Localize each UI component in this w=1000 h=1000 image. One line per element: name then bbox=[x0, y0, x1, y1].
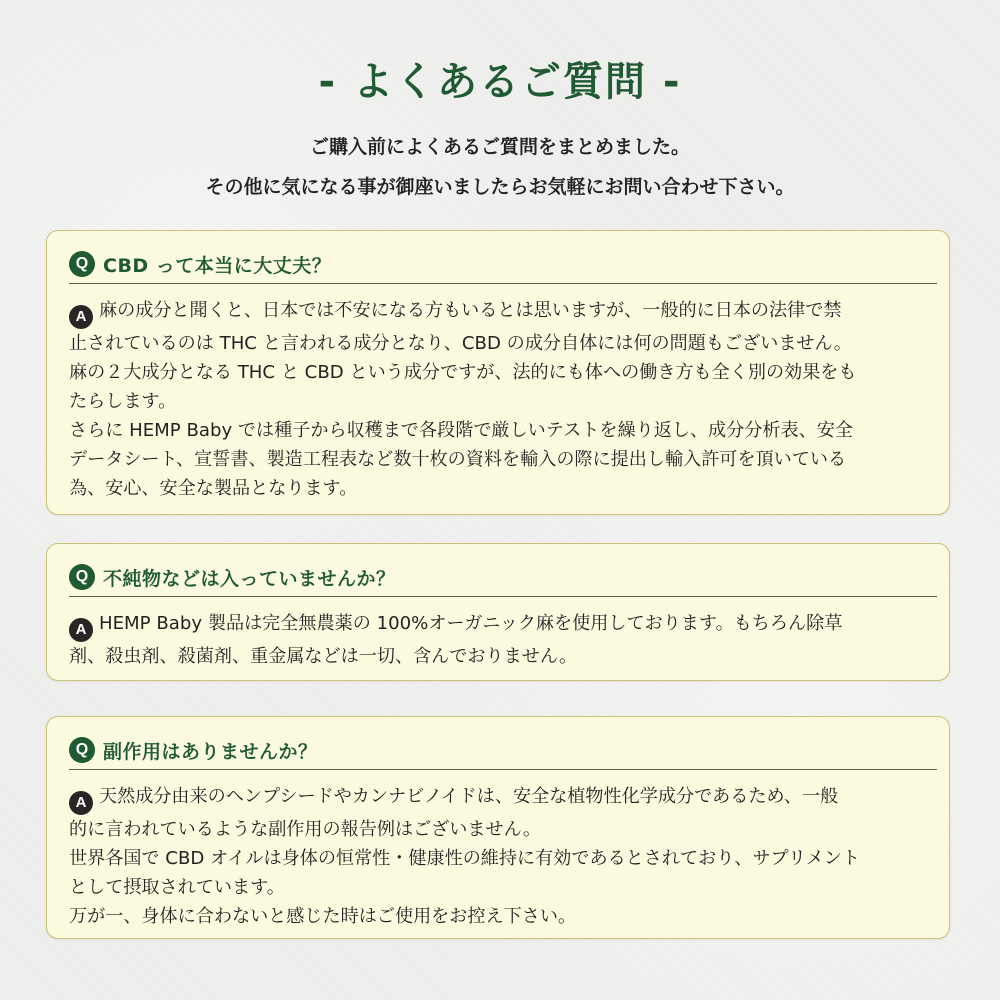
question-badge-icon: Q bbox=[69, 564, 95, 590]
answer-line-text: HEMP Baby 製品は完全無農薬の 100%オーガニック麻を使用しております。もちろん除草 bbox=[99, 613, 843, 634]
intro-line-2: その他に気になる事が御座いましたらお気軽にお問い合わせ下さい。 bbox=[205, 176, 795, 198]
faq-question-row bbox=[69, 559, 937, 595]
answer-line: 的に言われているような副作用の報告例はございません。 bbox=[69, 818, 541, 840]
faq-answer bbox=[69, 782, 941, 931]
faq-card-3 bbox=[46, 716, 950, 939]
faq-card-1 bbox=[46, 230, 950, 515]
faq-divider bbox=[69, 283, 937, 284]
answer-line: 剤、殺虫剤、殺菌剤、重金属などは一切、含んでおりません。 bbox=[69, 645, 578, 667]
answer-line: 麻の２大成分となる THC と CBD という成分ですが、法的にも体への働き方も全く別の効果をも bbox=[69, 361, 857, 383]
answer-line bbox=[69, 609, 941, 642]
answer-line: 止されているのは THC と言われる成分となり、CBD の成分自体には何の問題もございません。 bbox=[69, 332, 852, 354]
answer-line: 万が一、身体に合わないと感じた時はご使用をお控え下さい。 bbox=[69, 905, 577, 927]
answer-badge-icon: A bbox=[69, 791, 93, 815]
faq-question-row bbox=[69, 246, 937, 282]
answer-line: 為、安心、安全な製品となります。 bbox=[69, 477, 358, 499]
faq-question-row bbox=[69, 732, 937, 768]
answer-line bbox=[69, 782, 941, 815]
answer-line-text: 麻の成分と聞くと、日本では不安になる方もいるとは思いますが、一般的に日本の法律で禁 bbox=[99, 300, 842, 321]
faq-card-2 bbox=[46, 543, 950, 681]
faq-answer bbox=[69, 296, 941, 503]
faq-question: CBD って本当に大丈夫？ bbox=[103, 254, 332, 277]
faq-question: 副作用はありませんか？ bbox=[103, 740, 318, 763]
answer-badge-icon: A bbox=[69, 305, 93, 329]
answer-line bbox=[69, 296, 941, 329]
answer-line: データシート、宣誓書、製造工程表など数十枚の資料を輸入の際に提出し輸入許可を頂いている bbox=[69, 448, 847, 470]
answer-line: さらに HEMP Baby では種子から収穫まで各段階で厳しいテストを繰り返し、成分分析表、安全 bbox=[69, 419, 853, 441]
intro-line-1: ご購入前によくあるご質問をまとめました。 bbox=[309, 136, 690, 158]
page-title: - よくあるご質問 - bbox=[318, 59, 682, 105]
question-badge-icon: Q bbox=[69, 737, 95, 763]
answer-badge-icon: A bbox=[69, 618, 93, 642]
faq-question: 不純物などは入っていませんか？ bbox=[103, 567, 396, 590]
answer-line: として摂取されています。 bbox=[69, 876, 285, 898]
faq-divider bbox=[69, 596, 937, 597]
faq-answer bbox=[69, 609, 941, 671]
answer-line-text: 天然成分由来のヘンプシードやカンナビノイドは、安全な植物性化学成分であるため、一般 bbox=[99, 786, 839, 807]
question-badge-icon: Q bbox=[69, 251, 95, 277]
answer-line: 世界各国で CBD オイルは身体の恒常性・健康性の維持に有効であるとされており、サプリメント bbox=[69, 847, 861, 869]
faq-divider bbox=[69, 769, 937, 770]
answer-line: たらします。 bbox=[69, 390, 177, 412]
